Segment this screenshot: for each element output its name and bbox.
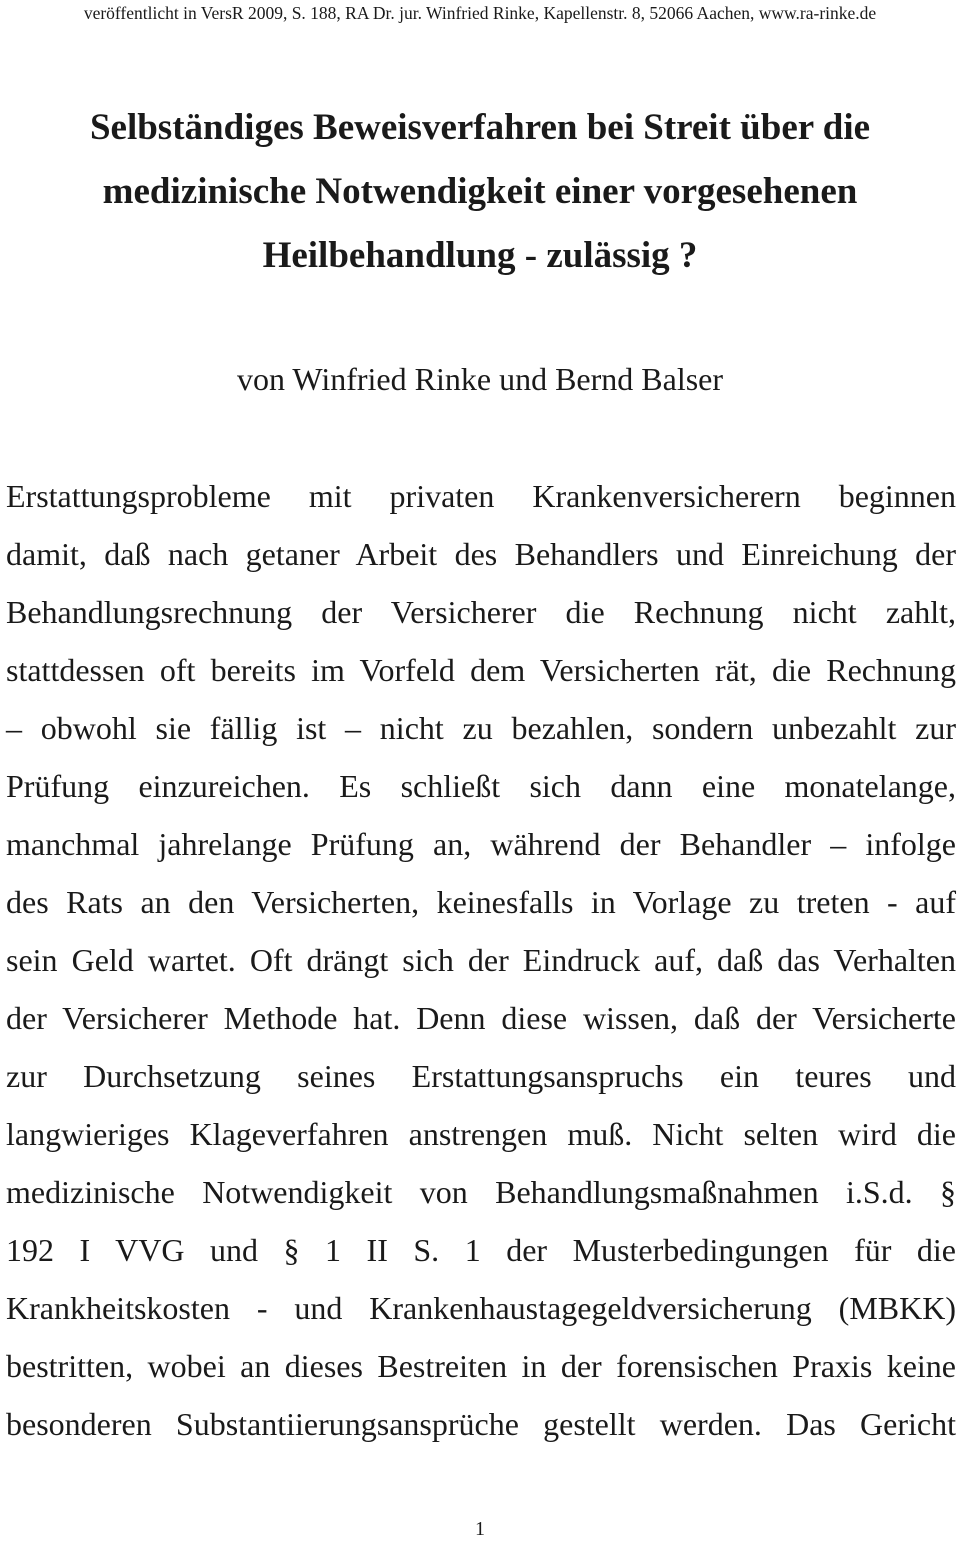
body-line: langwieriges Klageverfahren anstrengen muß. Nicht selten wird die <box>6 1116 956 1152</box>
body-line: 192 I VVG und § 1 II S. 1 der Musterbedingungen für die <box>6 1232 956 1268</box>
body-line: damit, daß nach getaner Arbeit des Behandlers und Einreichung der <box>6 536 956 572</box>
body-line: – obwohl sie fällig ist – nicht zu bezahlen, sondern unbezahlt zur <box>6 710 956 746</box>
body-line: Prüfung einzureichen. Es schließt sich dann eine monatelange, <box>6 768 956 804</box>
body-paragraph <box>6 467 956 1453</box>
title-line: Selbständiges Beweisverfahren bei Streit über die <box>89 107 871 148</box>
title-line: medizinische Notwendigkeit einer vorgesehenen <box>102 171 858 212</box>
body-line: zur Durchsetzung seines Erstattungsanspruchs ein teures und <box>6 1058 956 1094</box>
author-byline: von Winfried Rinke und Bernd Balser <box>236 361 724 397</box>
body-line: Krankheitskosten - und Krankenhaustagegeldversicherung (MBKK) <box>6 1290 956 1326</box>
body-line: manchmal jahrelange Prüfung an, während der Behandler – infolge <box>6 826 956 862</box>
body-line: der Versicherer Methode hat. Denn diese wissen, daß der Versicherte <box>6 1000 956 1036</box>
page-number: 1 <box>475 1518 485 1540</box>
body-line: sein Geld wartet. Oft drängt sich der Eindruck auf, daß das Verhalten <box>6 942 956 978</box>
body-line: besonderen Substantiierungsansprüche gestellt werden. Das Gericht <box>6 1406 956 1442</box>
article-title <box>0 96 960 288</box>
body-line: medizinische Notwendigkeit von Behandlungsmaßnahmen i.S.d. § <box>6 1174 956 1210</box>
publication-header: veröffentlicht in VersR 2009, S. 188, RA Dr. jur. Winfried Rinke, Kapellenstr. 8, 52066 Aachen, www.ra-rinke.de <box>83 3 877 23</box>
body-line: des Rats an den Versicherten, keinesfalls in Vorlage zu treten - auf <box>6 884 956 920</box>
body-line: bestritten, wobei an dieses Bestreiten in der forensischen Praxis keine <box>6 1348 956 1384</box>
body-line: Behandlungsrechnung der Versicherer die Rechnung nicht zahlt, <box>6 594 956 630</box>
title-line: Heilbehandlung - zulässig ? <box>262 235 698 276</box>
body-line: Erstattungsprobleme mit privaten Krankenversicherern beginnen <box>6 478 956 514</box>
body-line: stattdessen oft bereits im Vorfeld dem Versicherten rät, die Rechnung <box>6 652 956 688</box>
